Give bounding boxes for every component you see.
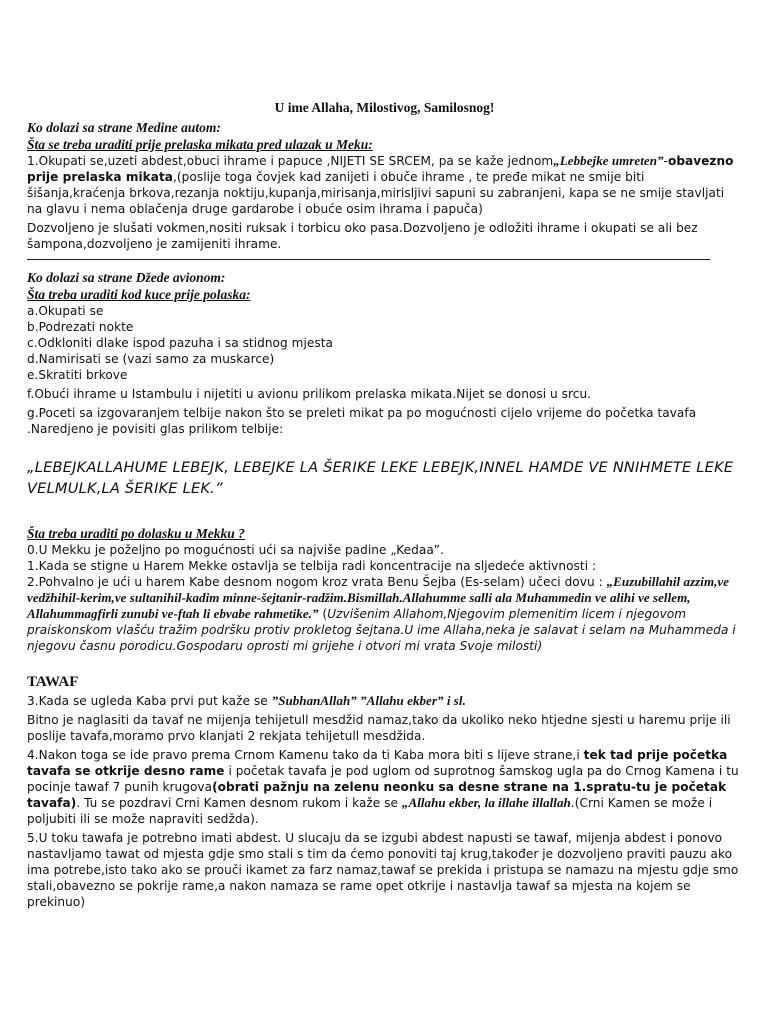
medina-heading: Ko dolazi sa strane Medine autom: [27, 120, 221, 135]
neon-note: (obrati pažnju na zelenu neonku sa desne strane na 1.spratu-tu je početak tavafa) [27, 780, 727, 810]
ihram-text: 1.Okupati se,uzeti abdest,obuci ihrame i papuce ,NIJETI SE SRCEM, pa se kaže jednom [27, 154, 554, 168]
step3-text: 3.Kada se ugleda Kaba prvi put kaže se [27, 694, 272, 708]
ihram-paragraph [27, 153, 742, 217]
tawaf-heading: TAWAF [27, 674, 79, 690]
arrival-heading: Šta treba uraditi po dolasku u Mekku ? [27, 526, 245, 541]
list-item: e.Skratiti brkove [27, 368, 128, 382]
jeddah-heading: Ko dolazi sa strane Džede avionom: [27, 270, 226, 285]
step4-text-4: .(Crni Kamen se može i poljubiti ili se može napraviti sedžda). [27, 796, 713, 826]
arrival-step-2 [27, 574, 742, 654]
arrival-step-0: 0.U Mekku je poželjno po mogućnosti ući sa najviše padine „Kedaa”. [27, 543, 444, 557]
ihram-rules-text: ,(poslije toga čovjek kad zanijeti i obuče ihrame , te pređe mikat ne smije biti šišanja,kraćenja brkova,rezanja noktiju,kupanja,mirisanja,mirisljivi sapuni su zabranjeni, kapa se ne smije stavljati na glavu i nema oblačenja druge gardarobe i obuće osim ihrama i papuča) [27, 170, 725, 216]
dash: - [663, 154, 668, 168]
list-item-g: g.Poceti sa izgovaranjem telbije nakon što se preleti mikat pa po mogućnosti cijelo vrijeme do početka tavafa .Naredjeno je povisiti glas prilikom telbije: [27, 406, 697, 436]
tawaf-step-3 [27, 693, 742, 709]
before-departure-heading: Šta treba uraditi kod kuce prije polaska: [27, 287, 251, 302]
step4-text: 4.Nakon toga se ide pravo prema Crnom Kamenu tako da ti Kaba mora biti s lijeve strane,i [27, 748, 584, 762]
entry-dua: „Euzubillahil azzim,ve vedžhihil-kerim,ve sultanihil-kadim minne-šejtanir-radžim.Bismillah.Allahumme salli ala Muhammedin ve alihi ve sellem, Allahummagfirli zunubi ve-ftah li ebvabe rahmetike.” [27, 574, 730, 621]
dua-translation: Uzvišenim Allahom,Njegovim plemenitim licem i njegovom praiskonskom vlašću tražim podršku protiv prokletog šejtana.U ime Allaha,neka je salavat i selam na Muhammeda i njegovu časnu porodicu.Gospodaru oprosti mi grijehe i otvori mi vrata Svoje milosti) [27, 607, 736, 653]
preparation-list [27, 303, 742, 383]
step4-text-3: . Tu se pozdravi Crni Kamen desnom rukom i kaže se [76, 796, 402, 810]
tawaf-step-5: 5.U toku tawafa je potrebno imati abdest. U slucaju da se izgubi abdest napusti se tawaf, mijenja abdest i ponovo nastavljamo tawat od mjesta gdje smo stali s tim da ćemo ponoviti taj krug,također je dozvoljeno praviti pauzu ako ima potrebe,isto tako ako se prouči ikamet za farz namaz,tawaf se prekida i pristupa se namazu na mjestu gdje smo stali,obavezno se pokrije rame,a nakon namaza se rame opet otkrije i nastavlja tawaf sa mjesta na kojem se prekinuo) [27, 831, 739, 909]
step4-text-2: i početak tavafa je pod uglom od suprotnog šamskog ugla pa do Crnog Kamena i tu pocinje tawaf 7 punih krugova [27, 764, 739, 794]
list-item: c.Odkloniti dlake ispod pazuha i sa stidnog mjesta [27, 336, 333, 350]
before-miqat-heading: Šta se treba uraditi prije prelaska mikata pred ulazak u Meku: [27, 137, 373, 152]
lebbejke-phrase: „Lebbejke umreten” [553, 153, 664, 168]
section-divider [27, 259, 710, 260]
shoulder-note: tek tad prije početka tavafa se otkrije desno rame [27, 748, 728, 778]
list-item: b.Podrezati nokte [27, 320, 134, 334]
list-item: d.Namirisati se (vazi samo za muskarce) [27, 352, 275, 366]
permissions-paragraph: Dozvoljeno je slušati vokmen,nositi ruksak i torbicu oko pasa.Dozvoljeno je odložiti ihrame i okupati se ali bez šampona,dozvoljeno je zamijeniti ihrame. [27, 221, 698, 251]
arrival-step-1: 1.Kada se stigne u Harem Mekke ostavlja se telbija radi koncentracije na sljedeće aktivnosti : [27, 559, 597, 573]
document-title: U ime Allaha, Milostivog, Samilosnog! [274, 100, 495, 115]
tahiyyat-note: Bitno je naglasiti da tavaf ne mijenja tehijetull mesdžid namaz,tako da ukoliko neko htjedne sjesti u haremu prije ili poslije tavafa,moramo prvo klanjati 2 rekjata tehijetull mesdžida. [27, 713, 731, 743]
takbir-phrase: ”SubhanAllah” ”Allahu ekber” i sl. [271, 693, 466, 708]
talbiyah-text: „LEBEJKALLAHUME LEBEJK, LEBEJKE LA ŠERIKE LEKE LEBEJK,INNEL HAMDE VE NNIHMETE LEKE VELMULK,LA ŠERIKE LEK.” [27, 459, 734, 497]
tawaf-step-4 [27, 747, 742, 827]
step2-text: 2.Pohvalno je ući u harem Kabe desnom nogom kroz vrata Benu Šejba (Es-selam) učeci dovu : [27, 575, 607, 589]
mandatory-note: obavezno prije prelaska mikata [27, 154, 734, 184]
list-item-f: f.Obući ihrame u Istambulu i nijetiti u avionu prilikom prelaska mikata.Nijet se donosi u srcu. [27, 387, 592, 401]
black-stone-dua: „Allahu ekber, la illahe illallah [401, 795, 571, 810]
list-item: a.Okupati se [27, 304, 104, 318]
paren: ( [318, 607, 328, 621]
